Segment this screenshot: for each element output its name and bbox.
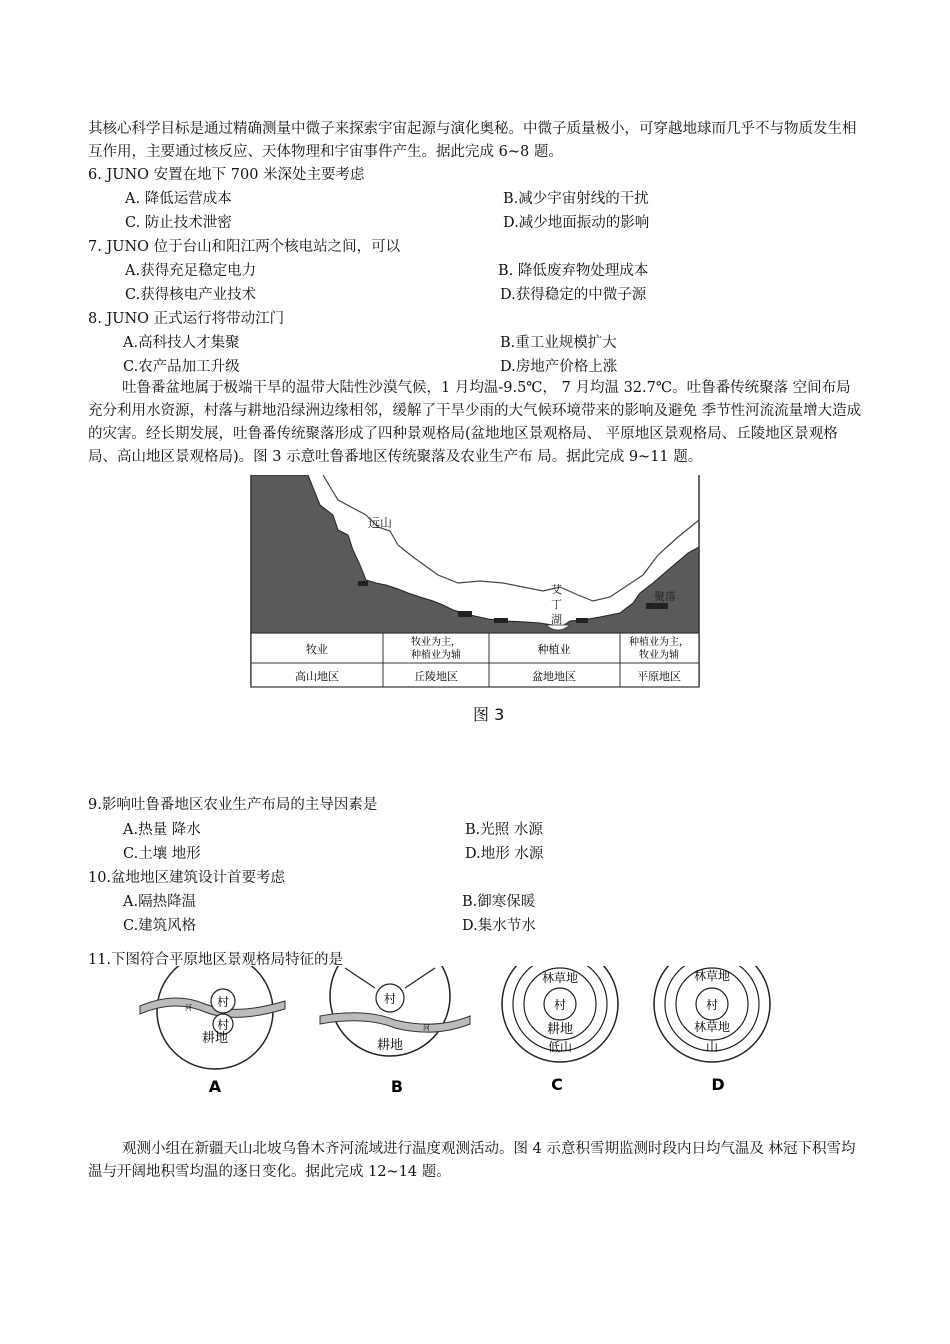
- q8-option-c: C.农产品加工升级: [123, 359, 240, 375]
- q7-option-b: B. 降低废弃物处理成本: [498, 263, 649, 279]
- question-9-stem: 9.影响吐鲁番地区农业生产布局的主导因素是: [88, 797, 378, 813]
- a-river: 河: [185, 1004, 192, 1012]
- q7-option-d: D.获得稳定的中微子源: [500, 287, 647, 303]
- row1-hill-2: 种植业为辅: [411, 650, 461, 661]
- question-7-stem: 7. JUNO 位于台山和阳江两个核电站之间，可以: [88, 239, 401, 255]
- q10-option-d: D.集水节水: [462, 918, 536, 934]
- a-village: 村: [216, 995, 230, 1009]
- q8-option-a: A.高科技人才集聚: [123, 335, 240, 351]
- q10-option-a: A.隔热降温: [123, 894, 197, 910]
- label-lake-2: 丁: [551, 598, 562, 611]
- question-10-stem: 10.盆地地区建筑设计首要考虑: [88, 870, 286, 886]
- question-11-stem: 11.下图符合平原地区景观格局特征的是: [88, 952, 344, 968]
- q6-option-a: A. 降低运营成本: [125, 191, 232, 207]
- row1-plain-2: 牧业为辅: [639, 650, 679, 661]
- a-field: 耕地: [201, 1031, 229, 1046]
- tianshan-paragraph: 观测小组在新疆天山北坡乌鲁木齐河流域进行温度观测活动。图 4 示意积雪期监测时段内日均气温及 林冠下积雪均温与开阔地积雪均温的逐日变化。据此完成 12~14 题。: [88, 1141, 856, 1180]
- q8-option-b: B.重工业规模扩大: [500, 335, 617, 351]
- intro-paragraph: 其核心科学目标是通过精确测量中微子来探索宇宙起源与演化奥秘。中微子质量极小，可穿越地球而几乎不与物质发生相互作用，主要通过核反应、天体物理和宇宙事件产生。据此完成 6~8 题。: [88, 121, 857, 160]
- figure-11-options: [135, 966, 795, 1096]
- b-field: 耕地: [376, 1038, 404, 1053]
- d-letter: D: [711, 1075, 725, 1094]
- d-bottom: 山: [705, 1040, 719, 1054]
- q9-option-b: B.光照 水源: [465, 822, 543, 838]
- question-6-stem: 6. JUNO 安置在地下 700 米深处主要考虑: [88, 167, 365, 183]
- diagram-c: [502, 966, 618, 1094]
- q6-option-d: D.减少地面振动的影响: [503, 215, 650, 231]
- q9-option-d: D.地形 水源: [465, 846, 544, 862]
- b-village: 村: [383, 992, 397, 1006]
- q8-option-d: D.房地产价格上涨: [500, 359, 618, 375]
- c-letter: C: [551, 1075, 563, 1094]
- row2-basin: 盆地地区: [532, 670, 576, 683]
- c-field: 耕地: [546, 1022, 574, 1037]
- q6-option-c: C. 防止技术泄密: [125, 215, 232, 231]
- b-letter: B: [390, 1077, 404, 1096]
- row2-mountain: 高山地区: [295, 670, 339, 683]
- q6-option-b: B.减少宇宙射线的干扰: [503, 191, 649, 207]
- c-village: 村: [553, 998, 567, 1012]
- label-lake-1: 艾: [551, 583, 562, 596]
- q10-option-b: B.御寒保暖: [462, 894, 536, 910]
- question-8-stem: 8. JUNO 正式运行将带动江门: [88, 311, 285, 327]
- label-yuanshan: 远山: [368, 516, 393, 530]
- d-top: 林草地: [693, 969, 731, 983]
- figure-3-caption: 图 3: [473, 705, 505, 724]
- c-top: 林草地: [541, 971, 579, 985]
- row1-pastoral: 牧业: [306, 643, 328, 656]
- figure-3-profile: [248, 475, 703, 690]
- row1-plain-1: 种植业为主，: [629, 637, 689, 648]
- row1-hill-1: 牧业为主，: [411, 637, 461, 648]
- label-lake-3: 湖: [551, 613, 562, 626]
- d-village: 村: [705, 998, 719, 1012]
- row1-basin: 种植业: [537, 643, 571, 656]
- d-mid: 林草地: [693, 1020, 731, 1034]
- a-letter: A: [208, 1077, 222, 1096]
- row2-plain: 平原地区: [637, 670, 681, 683]
- c-bottom: 低山: [547, 1040, 573, 1054]
- q9-option-a: A.热量 降水: [123, 822, 201, 838]
- q7-option-c: C.获得核电产业技术: [125, 287, 257, 303]
- row2-hill: 丘陵地区: [414, 670, 458, 683]
- diagram-b: [320, 966, 470, 1096]
- q9-option-c: C.土壤 地形: [123, 846, 201, 862]
- q7-option-a: A.获得充足稳定电力: [125, 263, 257, 279]
- label-settlement: 聚落: [654, 590, 676, 603]
- q10-option-c: C.建筑风格: [123, 918, 197, 934]
- turpan-paragraph: 吐鲁番盆地属于极端干旱的温带大陆性沙漠气候，1 月均温-9.5℃， 7 月均温 32.7℃。吐鲁番传统聚落 空间布局充分利用水资源，村落与耕地沿绿洲边缘相邻，缓解了干旱少雨的大气候环境带来的影响及避免 季节性河流流量增大造成的灾害。经长期发展，吐鲁番传统聚落形成了四种景观格局(盆地地区景观格局、 平原地区景观格局、丘陵地区景观格局、高山地区景观格局)。图 3 示意吐鲁番地区传统聚落及农业生产布 局。据此完成 9~11 题。: [88, 380, 862, 465]
- diagram-d: [654, 966, 770, 1094]
- diagram-a: [140, 966, 285, 1096]
- b-river: 河: [423, 1024, 430, 1032]
- a-village-2: 村: [216, 1018, 230, 1032]
